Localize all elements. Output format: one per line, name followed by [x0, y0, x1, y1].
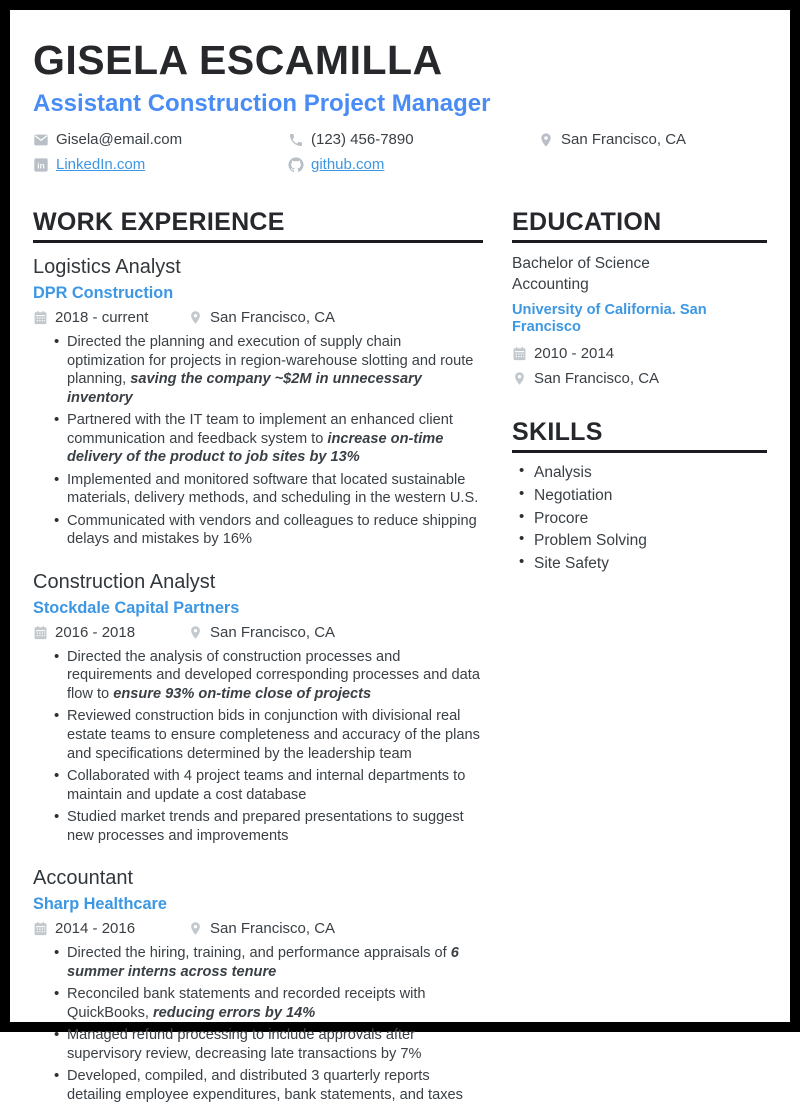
contact-location-text: San Francisco, CA	[561, 131, 687, 148]
education-school: University of California. San Francisco	[512, 301, 707, 336]
location-pin-icon	[188, 625, 203, 640]
job-meta-row	[33, 624, 483, 641]
bullet-item: • Directed the analysis of construction processes and requirements and developed corresponding processes and data flow to ensure 93% on-time close of projects	[67, 648, 483, 704]
resume-sidebar	[512, 210, 767, 1104]
job-location-item	[188, 624, 335, 641]
contact-email	[33, 131, 288, 148]
job-dates: 2018 - current	[55, 309, 149, 326]
skill-item: • Analysis	[534, 463, 767, 482]
job-bullets	[33, 648, 483, 845]
calendar-icon	[33, 921, 48, 936]
contact-github	[288, 156, 538, 173]
phone-icon	[288, 132, 304, 148]
bullet-item: • Directed the planning and execution of supply chain optimization for projects in region-warehouse slotting and route planning, saving the company ~$2M in unnecessary inventory	[67, 333, 483, 407]
skill-item: • Procore	[534, 509, 767, 528]
education-location-row	[512, 370, 767, 387]
bullet-item: • Directed the hiring, training, and performance appraisals of 6 summer interns across tenure	[67, 944, 483, 981]
contact-linkedin	[33, 156, 288, 173]
job-company: Stockdale Capital Partners	[33, 598, 240, 617]
job-company: DPR Construction	[33, 284, 174, 302]
job-bullets	[33, 333, 483, 549]
skill-item: • Negotiation	[534, 486, 767, 505]
job-dates-item	[33, 920, 188, 937]
job-dates-item	[33, 309, 188, 326]
skills-heading: SKILLS	[512, 420, 767, 453]
work-experience-heading: WORK EXPERIENCE	[33, 210, 483, 243]
bullet-item: • Reviewed construction bids in conjunction with divisional real estate teams to ensure completeness and accuracy of the plans and specifications determined by the leadership team	[67, 707, 483, 763]
contact-grid	[33, 131, 767, 173]
job-meta-row	[33, 309, 483, 326]
education-dates: 2010 - 2014	[534, 344, 615, 362]
bullet-item: • Developed, compiled, and distributed 3 quarterly reports detailing employee expenditures, bank statements, and taxes	[67, 1067, 483, 1104]
contact-phone-text: (123) 456-7890	[311, 131, 414, 148]
resume-header	[33, 37, 767, 173]
linkedin-link[interactable]: LinkedIn.com	[56, 156, 146, 173]
github-link[interactable]: github.com	[311, 156, 385, 173]
job-list	[33, 256, 483, 1104]
contact-phone	[288, 131, 538, 148]
location-pin-icon	[188, 921, 203, 936]
skill-item: • Problem Solving	[534, 531, 767, 550]
job-location-item	[188, 309, 335, 326]
job-meta-row	[33, 920, 483, 937]
job-location: San Francisco, CA	[210, 920, 336, 938]
job-title: Construction Analyst	[33, 570, 216, 593]
job-location: San Francisco, CA	[210, 309, 336, 326]
linkedin-icon	[33, 157, 49, 173]
education-heading: EDUCATION	[512, 210, 767, 243]
education-location: San Francisco, CA	[534, 369, 660, 387]
job-dates-item	[33, 624, 188, 641]
bullet-item: • Collaborated with 4 project teams and internal departments to maintain and update a cost database	[67, 767, 483, 804]
calendar-icon	[33, 625, 48, 640]
job-location: San Francisco, CA	[210, 623, 336, 641]
resume-columns	[33, 210, 767, 1104]
education-dates-row	[512, 345, 767, 362]
location-pin-icon	[538, 132, 554, 148]
mail-icon	[33, 132, 49, 148]
contact-location	[538, 131, 767, 148]
education-field: Accounting	[512, 275, 589, 293]
job-entry	[33, 571, 483, 845]
job-location-item	[188, 920, 335, 937]
bullet-item: • Partnered with the IT team to implement an enhanced client communication and feedback system to increase on-time delivery of the product to job sites by 13%	[67, 411, 483, 467]
skill-list	[512, 463, 767, 574]
calendar-icon	[33, 310, 48, 325]
github-icon	[288, 157, 304, 173]
work-experience-section	[33, 210, 483, 1104]
contact-email-text: Gisela@email.com	[56, 131, 183, 148]
candidate-title: Assistant Construction Project Manager	[33, 90, 491, 117]
bullet-item: • Reconciled bank statements and recorded receipts with QuickBooks, reducing errors by 14%	[67, 985, 483, 1022]
calendar-icon	[512, 346, 527, 361]
bullet-item: • Managed refund processing to include approvals after supervisory review, decreasing late transactions by 7%	[67, 1026, 483, 1063]
education-degree: Bachelor of Science	[512, 255, 650, 272]
job-bullets	[33, 944, 483, 1104]
job-entry	[33, 256, 483, 549]
bullet-item: • Studied market trends and prepared presentations to suggest new processes and improvements	[67, 808, 483, 845]
bullet-item: • Communicated with vendors and colleagues to reduce shipping delays and mistakes by 16%	[67, 512, 483, 549]
skills-section	[512, 417, 767, 574]
candidate-name: GISELA ESCAMILLA	[33, 37, 443, 83]
skill-item: • Site Safety	[534, 554, 767, 573]
bullet-item: • Implemented and monitored software that located sustainable materials, delivery methods, and scheduling in the western U.S.	[67, 471, 483, 508]
education-section	[512, 210, 767, 387]
job-title: Logistics Analyst	[33, 256, 181, 278]
job-company: Sharp Healthcare	[33, 895, 167, 914]
job-dates: 2014 - 2016	[55, 920, 136, 938]
location-pin-icon	[512, 371, 527, 386]
job-entry	[33, 867, 483, 1104]
job-title: Accountant	[33, 867, 134, 890]
job-dates: 2016 - 2018	[55, 623, 136, 641]
location-pin-icon	[188, 310, 203, 325]
